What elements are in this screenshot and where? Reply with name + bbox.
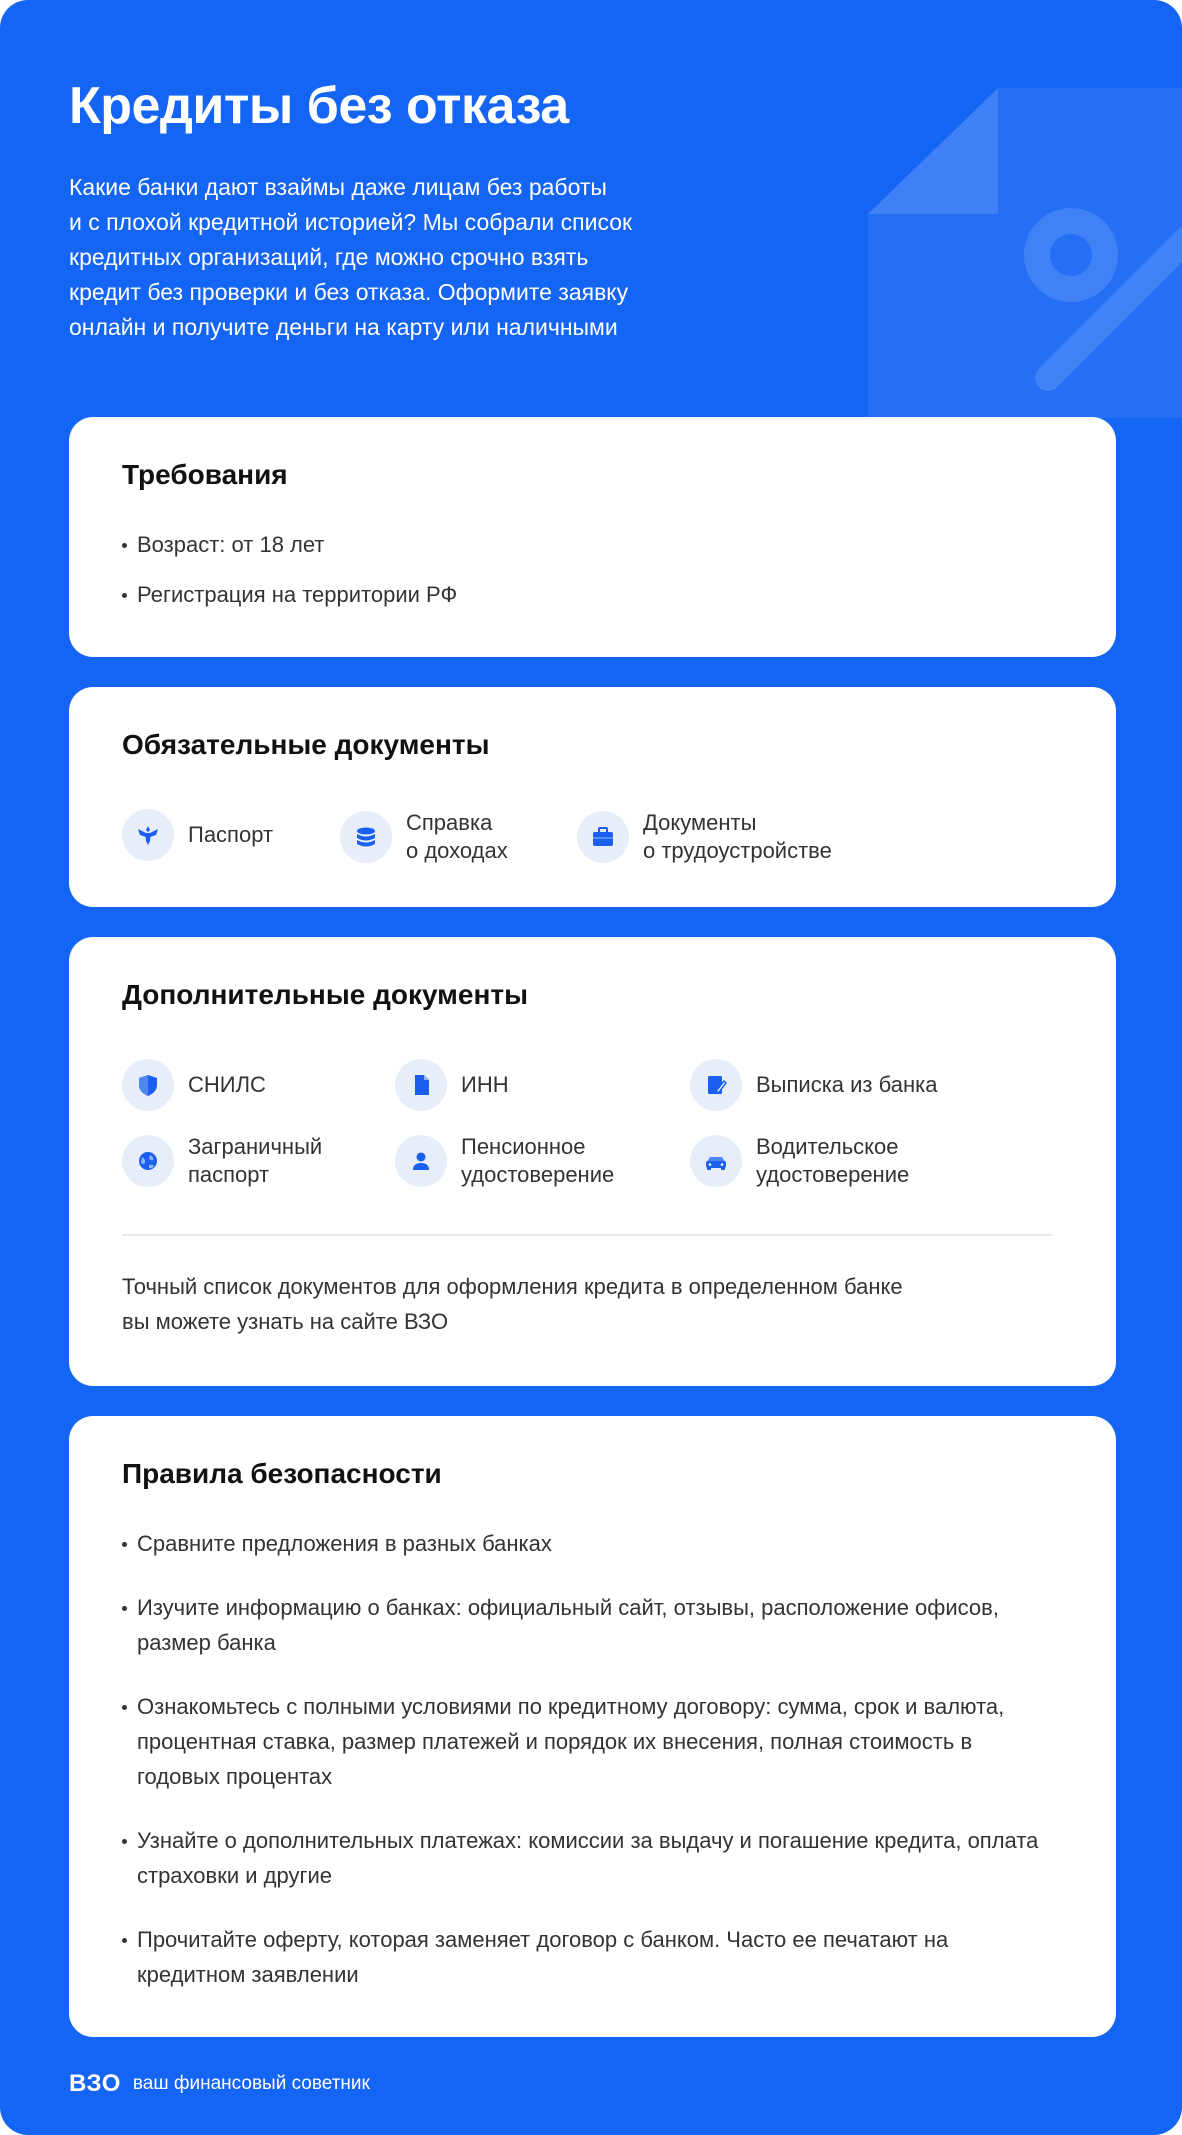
doc-income-statement bbox=[340, 809, 508, 865]
mandatory-docs-title: Обязательные документы bbox=[122, 729, 490, 760]
coins-stack-icon bbox=[340, 811, 392, 863]
doc-foreign-passport bbox=[122, 1133, 322, 1189]
list-item: Прочитайте оферту, которая заменяет договор с банком. Часто ее печатают на кредитном заявлении bbox=[122, 1922, 1056, 1992]
safety-rules-title: Правила безопасности bbox=[122, 1458, 442, 1489]
document-icon bbox=[395, 1059, 447, 1111]
doc-passport bbox=[122, 809, 273, 861]
eagle-emblem-icon bbox=[122, 809, 174, 861]
list-item: Возраст: от 18 лет bbox=[122, 527, 1056, 562]
doc-label: Паспорт bbox=[188, 822, 274, 847]
brand-logo: ВЗО bbox=[69, 2070, 121, 2097]
doc-label: Выписка из банка bbox=[756, 1072, 938, 1097]
doc-drivers-license bbox=[690, 1133, 909, 1189]
divider bbox=[122, 1234, 1052, 1236]
mandatory-docs-card bbox=[69, 687, 1116, 907]
list-item: Регистрация на территории РФ bbox=[122, 577, 1056, 612]
page-title: Кредиты без отказа bbox=[69, 77, 569, 135]
requirements-card bbox=[69, 417, 1116, 657]
doc-inn bbox=[395, 1059, 509, 1111]
doc-pension-certificate bbox=[395, 1133, 614, 1189]
doc-bank-statement bbox=[690, 1059, 937, 1111]
safety-rules-card bbox=[69, 1416, 1116, 2037]
doc-label: Водительское удостоверение bbox=[756, 1134, 910, 1187]
statement-pen-icon bbox=[690, 1059, 742, 1111]
percent-document-icon bbox=[868, 88, 1182, 418]
doc-label: Заграничный паспорт bbox=[188, 1134, 323, 1187]
doc-snils bbox=[122, 1059, 266, 1111]
list-item: Узнайте о дополнительных платежах: комиссии за выдачу и погашение кредита, оплата страховки и другие bbox=[122, 1823, 1056, 1893]
additional-docs-card bbox=[69, 937, 1116, 1386]
intro-text: Какие банки дают взаймы даже лицам без работы и с плохой кредитной историей? Мы собрали список кредитных организаций, где можно срочно взять кредит без проверки и без отказа. Оформите заявку онлайн и получите деньги на карту или наличными bbox=[69, 174, 633, 340]
additional-docs-title: Дополнительные документы bbox=[122, 979, 528, 1010]
briefcase-icon bbox=[577, 811, 629, 863]
doc-label: Справка о доходах bbox=[406, 810, 508, 863]
doc-label: Пенсионное удостоверение bbox=[461, 1134, 615, 1187]
list-item: Сравните предложения в разных банках bbox=[122, 1526, 1056, 1561]
doc-employment bbox=[577, 809, 832, 865]
doc-label: СНИЛС bbox=[188, 1072, 266, 1097]
footer bbox=[69, 2070, 370, 2098]
requirements-title: Требования bbox=[122, 459, 288, 490]
doc-label: Документы о трудоустройстве bbox=[643, 810, 832, 863]
globe-icon bbox=[122, 1135, 174, 1187]
car-icon bbox=[690, 1135, 742, 1187]
requirements-list bbox=[122, 527, 1056, 612]
safety-rules-list bbox=[122, 1526, 1056, 1992]
list-item: Изучите информацию о банках: официальный сайт, отзывы, расположение офисов, размер банка bbox=[122, 1590, 1056, 1660]
list-item: Ознакомьтесь с полными условиями по кредитному договору: сумма, срок и валюта, процентная ставка, размер платежей и порядок их внесения, полная стоимость в годовых процентах bbox=[122, 1689, 1056, 1794]
doc-label: ИНН bbox=[461, 1072, 509, 1097]
shield-icon bbox=[122, 1059, 174, 1111]
brand-tagline: ваш финансовый советник bbox=[132, 2073, 370, 2094]
documents-note: Точный список документов для оформления кредита в определенном банке вы можете узнать на сайте ВЗО bbox=[122, 1274, 903, 1334]
person-icon bbox=[395, 1135, 447, 1187]
